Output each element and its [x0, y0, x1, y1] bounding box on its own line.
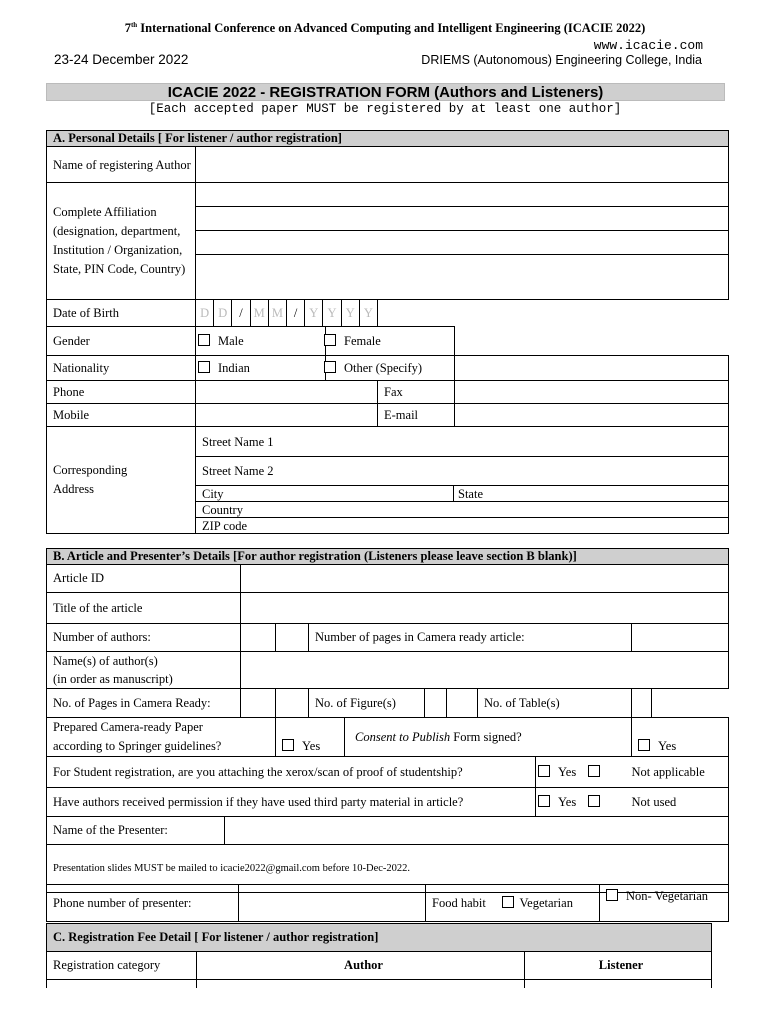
veg-checkbox[interactable] — [502, 896, 514, 908]
num-authors-digit-2[interactable] — [276, 624, 309, 652]
springer-label-2: according to Springer guidelines? — [53, 739, 222, 753]
nationality-label: Nationality — [47, 356, 196, 381]
street-1-field[interactable]: Street Name 1 — [196, 427, 728, 457]
article-id-input[interactable] — [241, 565, 729, 593]
country-field[interactable]: Country — [196, 502, 728, 518]
dob-label: Date of Birth — [47, 300, 196, 327]
figures-label: No. of Figure(s) — [309, 689, 425, 718]
dob-year-4: Y — [359, 300, 377, 326]
city-field[interactable]: City — [196, 486, 454, 501]
dob-year-1: Y — [304, 300, 322, 326]
permission-not-used-checkbox[interactable] — [588, 795, 600, 807]
student-na-label: Not applicable — [632, 757, 729, 788]
mobile-label: Mobile — [47, 404, 196, 427]
address-input[interactable] — [196, 427, 729, 534]
mobile-input[interactable] — [196, 404, 378, 427]
pages-camera-digit-1[interactable] — [241, 689, 276, 718]
num-authors-digit-1[interactable] — [241, 624, 276, 652]
section-b-table — [46, 548, 729, 893]
article-title-input[interactable] — [241, 593, 729, 624]
male-label: Male — [218, 333, 244, 348]
dob-sep-1: / — [231, 300, 249, 326]
indian-label: Indian — [218, 360, 250, 375]
female-label: Female — [344, 333, 381, 348]
presenter-name-label: Name of the Presenter: — [47, 817, 225, 845]
permission-yes-label: Yes — [558, 794, 577, 809]
affiliation-label: Complete Affiliation (designation, department, Institution / Organization, State, PIN Code, Country) — [47, 183, 196, 300]
section-c-heading: C. Registration Fee Detail [ For listener / author registration] — [47, 924, 712, 952]
dob-input[interactable] — [196, 300, 378, 327]
name-label: Name of registering Author — [47, 147, 196, 183]
dob-year-3: Y — [341, 300, 359, 326]
author-names-input[interactable] — [241, 652, 729, 689]
student-proof-question: For Student registration, are you attaching the xerox/scan of proof of studentship? — [47, 757, 536, 788]
name-input[interactable] — [196, 147, 729, 183]
consent-yes-checkbox[interactable] — [638, 739, 650, 751]
consent-label — [345, 718, 632, 757]
author-names-label-2: (in order as manuscript) — [53, 672, 173, 686]
permission-question: Have authors received permission if they have used third party material in article? — [47, 788, 536, 817]
author-names-label — [47, 652, 241, 689]
registration-category-label: Registration category — [47, 952, 197, 980]
permission-yes-checkbox[interactable] — [538, 795, 550, 807]
dob-month-1: M — [250, 300, 268, 326]
website[interactable]: www.icacie.com — [593, 38, 703, 53]
male-checkbox[interactable] — [198, 334, 210, 346]
consent-yes-label: Yes — [658, 739, 677, 753]
state-field[interactable]: State — [458, 487, 483, 501]
presenter-phone-label: Phone number of presenter: — [47, 885, 239, 922]
author-column-header: Author — [197, 952, 525, 980]
affiliation-input[interactable] — [196, 183, 729, 300]
article-title-label: Title of the article — [47, 593, 241, 624]
email-input[interactable] — [455, 404, 729, 427]
other-nationality-label: Other (Specify) — [344, 360, 423, 375]
presenter-phone-table — [46, 884, 729, 922]
dob-day-1: D — [200, 306, 210, 320]
dob-month-2: M — [268, 300, 286, 326]
other-nationality-input[interactable] — [455, 356, 729, 381]
street-2-field[interactable]: Street Name 2 — [196, 457, 728, 486]
conference-dates: 23-24 December 2022 — [54, 52, 189, 67]
student-yes-label: Yes — [558, 764, 577, 779]
article-id-label: Article ID — [47, 565, 241, 593]
other-nationality-checkbox[interactable] — [324, 361, 336, 373]
nonveg-label: Non- Vegetarian — [626, 889, 709, 903]
venue: DRIEMS (Autonomous) Engineering College, India — [421, 53, 702, 67]
conference-title: 7th International Conference on Advanced Computing and Intelligent Engineering (ICACIE 2022) — [124, 21, 646, 36]
presenter-phone-input[interactable] — [239, 885, 426, 922]
consent-rest: Form signed? — [450, 729, 522, 744]
slides-note: Presentation slides MUST be mailed to icacie2022@gmail.com before 10-Dec-2022. — [47, 845, 729, 893]
gender-label: Gender — [47, 327, 196, 356]
presenter-name-input[interactable] — [225, 817, 729, 845]
section-c-table — [46, 923, 712, 988]
pages-camera-digit-2[interactable] — [276, 689, 309, 718]
springer-label — [47, 718, 276, 757]
student-na-checkbox[interactable] — [588, 765, 600, 777]
springer-yes-checkbox[interactable] — [282, 739, 294, 751]
female-checkbox[interactable] — [324, 334, 336, 346]
tables-digit-2[interactable] — [652, 689, 729, 718]
phone-label: Phone — [47, 381, 196, 404]
springer-yes-label: Yes — [302, 739, 321, 753]
food-habit-label: Food habit — [426, 885, 500, 922]
figures-digit-1[interactable] — [425, 689, 447, 718]
email-label: E-mail — [378, 404, 455, 427]
veg-label: Vegetarian — [519, 895, 573, 910]
num-pages-camera-label: Number of pages in Camera ready article: — [309, 624, 632, 652]
fax-label: Fax — [378, 381, 455, 404]
tables-label: No. of Table(s) — [478, 689, 632, 718]
address-label: Corresponding Address — [47, 427, 196, 534]
section-a-table — [46, 130, 729, 534]
tables-digit-1[interactable] — [632, 689, 652, 718]
phone-input[interactable] — [196, 381, 378, 404]
dob-day-2: D — [213, 300, 231, 326]
indian-checkbox[interactable] — [198, 361, 210, 373]
dob-year-2: Y — [322, 300, 340, 326]
section-b-heading: B. Article and Presenter’s Details [For author registration (Listeners please leave section B blank)] — [47, 549, 729, 565]
permission-not-used-label: Not used — [632, 788, 729, 817]
section-a-heading: A. Personal Details [ For listener / author registration] — [47, 131, 729, 147]
author-names-label-1: Name(s) of author(s) — [53, 654, 158, 668]
listener-column-header: Listener — [525, 952, 712, 980]
student-yes-checkbox[interactable] — [538, 765, 550, 777]
springer-label-1: Prepared Camera-ready Paper — [53, 720, 203, 734]
num-authors-label: Number of authors: — [47, 624, 241, 652]
consent-italic: Consent to Publish — [355, 729, 451, 744]
pages-camera-label: No. of Pages in Camera Ready: — [47, 689, 241, 718]
form-title: ICACIE 2022 - REGISTRATION FORM (Authors and Listeners) — [46, 83, 725, 101]
nonveg-checkbox[interactable] — [606, 889, 618, 901]
zip-field[interactable]: ZIP code — [202, 519, 248, 533]
dob-sep-2: / — [286, 300, 304, 326]
num-pages-camera-input[interactable] — [632, 624, 729, 652]
fax-input[interactable] — [455, 381, 729, 404]
figures-digit-2[interactable] — [447, 689, 478, 718]
form-subtitle: [Each accepted paper MUST be registered by at least one author] — [148, 102, 622, 116]
